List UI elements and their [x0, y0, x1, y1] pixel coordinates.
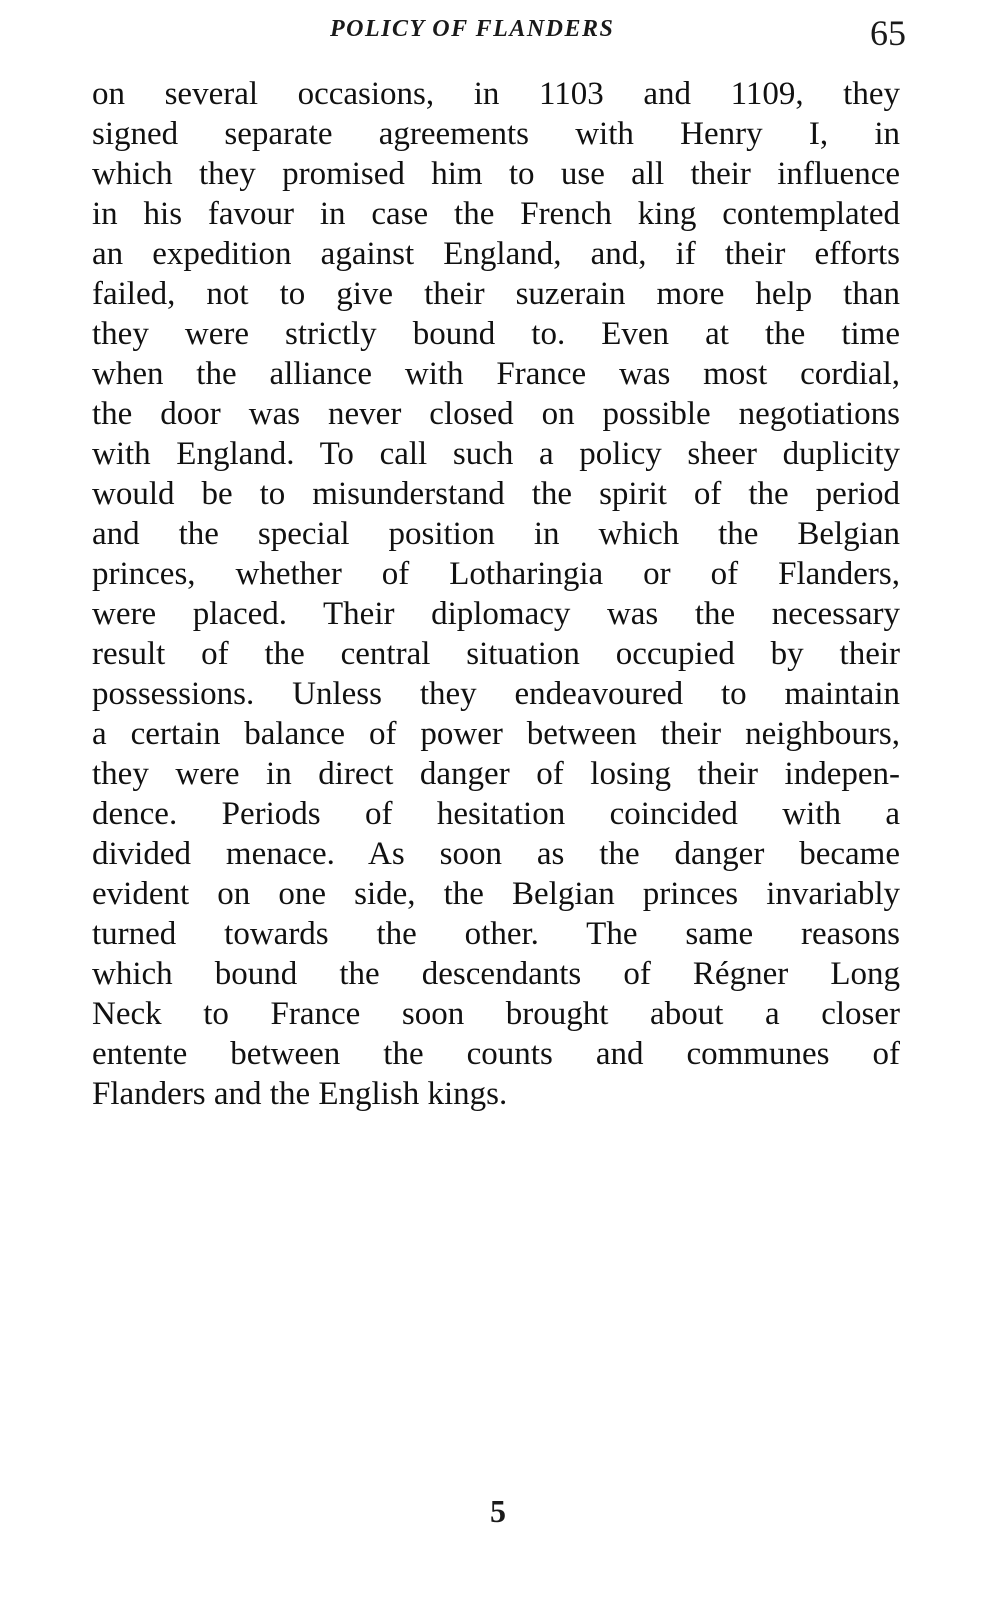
- text-line: failed, not to give their suzerain more help than: [92, 276, 900, 312]
- text-line-last: Flanders and the English kings.: [92, 1076, 508, 1112]
- text-line: entente between the counts and communes of: [92, 1036, 900, 1072]
- text-line: possessions. Unless they endeavoured to maintain: [92, 676, 900, 712]
- running-title: POLICY OF FLANDERS: [330, 16, 615, 42]
- text-line: with England. To call such a policy sheer duplicity: [92, 436, 900, 472]
- text-line: the door was never closed on possible negotiations: [92, 396, 900, 432]
- text-line: which bound the descendants of Régner Long: [92, 956, 900, 992]
- text-line: Neck to France soon brought about a closer: [92, 996, 900, 1032]
- text-line: signed separate agreements with Henry I, in: [92, 116, 900, 152]
- text-line: divided menace. As soon as the danger became: [92, 836, 900, 872]
- text-line: turned towards the other. The same reasons: [92, 916, 900, 952]
- text-line: would be to misunderstand the spirit of the period: [92, 476, 900, 512]
- page-number: 65: [870, 13, 906, 53]
- text-line: an expedition against England, and, if their efforts: [92, 236, 900, 272]
- text-line: in his favour in case the French king contemplated: [92, 196, 900, 232]
- body-paragraph: [92, 74, 900, 1114]
- text-line: evident on one side, the Belgian princes invariably: [92, 876, 900, 912]
- text-line: which they promised him to use all their influence: [92, 156, 900, 192]
- running-head: [0, 13, 1000, 56]
- text-line: they were in direct danger of losing their indepen-: [92, 756, 900, 792]
- text-line: when the alliance with France was most cordial,: [92, 356, 900, 392]
- signature-mark: 5: [490, 1493, 506, 1529]
- text-line: they were strictly bound to. Even at the time: [92, 316, 900, 352]
- text-line: were placed. Their diplomacy was the necessary: [92, 596, 900, 632]
- text-line: and the special position in which the Belgian: [92, 516, 900, 552]
- text-line: a certain balance of power between their neighbours,: [92, 716, 900, 752]
- text-line: princes, whether of Lotharingia or of Flanders,: [92, 556, 900, 592]
- text-line: on several occasions, in 1103 and 1109, they: [92, 76, 900, 112]
- text-line: dence. Periods of hesitation coincided with a: [92, 796, 900, 832]
- text-line: result of the central situation occupied by their: [92, 636, 900, 672]
